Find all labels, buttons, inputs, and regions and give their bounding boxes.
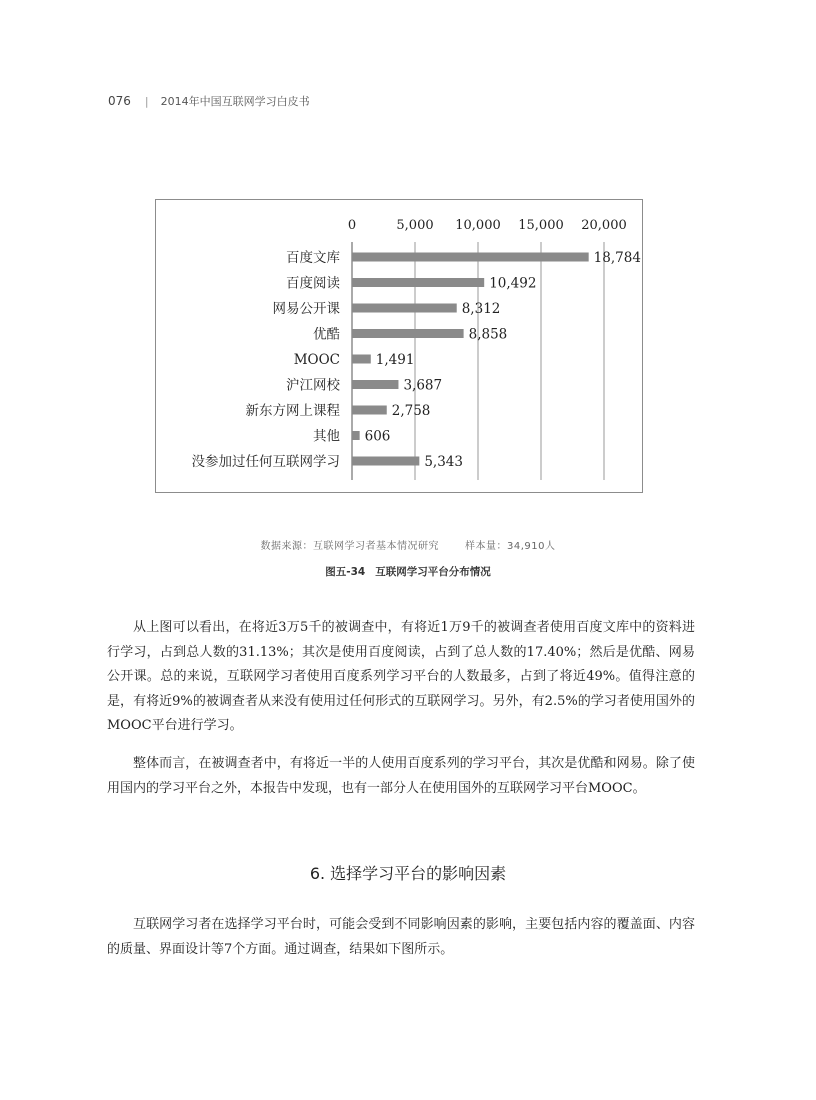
data-label: 3,687: [403, 377, 443, 394]
body-paragraph-1: 从上图可以看出，在将近3万5千的被调查中，有将近1万9千的被调查者使用百度文库中的资料进行学习，占到总人数的31.13%；其次是使用百度阅读，占到了总人数的17.40%；然后是优酷、网易公开课。总的来说，互联网学习者使用百度系列学习平台的人数最多，占到了将近49%。值得注意的是，有将近9%的被调查者从来没有使用过任何形式的互联网学习。另外，有2.5%的学习者使用国外的MOOC平台进行学习。: [107, 620, 695, 733]
category-label: 没参加过任何互联网学习: [191, 454, 340, 470]
x-tick-label: 5,000: [396, 218, 434, 233]
section-heading: 6. 选择学习平台的影响因素: [309, 864, 507, 883]
category-label: 百度文库: [286, 250, 340, 266]
figure-title: 互联网学习平台分布情况: [375, 566, 491, 578]
category-label: 沪江网校: [286, 377, 340, 394]
bar: [352, 278, 484, 287]
header-separator: |: [144, 94, 149, 108]
data-label: 18,784: [593, 250, 641, 266]
closing-paragraph: 互联网学习者在选择学习平台时，可能会受到不同影响因素的影响，主要包括内容的覆盖面、内容的质量、界面设计等7个方面。通过调查，结果如下图所示。: [107, 917, 695, 957]
x-tick-label: 0: [347, 218, 357, 233]
x-tick-label: 15,000: [518, 218, 564, 233]
page-number: 076: [108, 94, 131, 108]
bar-chart-frame: [155, 199, 643, 493]
data-label: 8,858: [468, 326, 508, 343]
bar-chart: [156, 200, 642, 492]
figure-caption: [0, 564, 816, 579]
data-label: 606: [364, 428, 391, 445]
bar: [352, 253, 589, 262]
data-label: 10,492: [489, 275, 537, 292]
data-label: 2,758: [391, 403, 431, 419]
data-label: 8,312: [461, 301, 501, 317]
x-tick-label: 20,000: [581, 218, 627, 233]
category-label: 其他: [313, 428, 340, 445]
category-label: 新东方网上课程: [245, 403, 340, 419]
source-label: 数据来源：互联网学习者基本情况研究: [260, 541, 439, 552]
bar: [352, 355, 371, 364]
source-note: [0, 537, 816, 552]
bar: [352, 406, 387, 415]
x-tick-label: 10,000: [455, 218, 501, 233]
body-paragraph-2: 整体而言，在被调查者中，有将近一半的人使用百度系列的学习平台，其次是优酷和网易。除了使用国内的学习平台之外，本报告中发现，也有一部分人在使用国外的互联网学习平台MOOC。: [107, 756, 695, 796]
bar: [352, 431, 360, 440]
category-label: MOOC: [293, 352, 340, 368]
book-title: 2014年中国互联网学习白皮书: [160, 95, 310, 108]
category-label: 百度阅读: [286, 275, 340, 292]
category-label: 网易公开课: [272, 301, 340, 317]
data-label: 5,343: [424, 454, 463, 470]
bar: [352, 329, 464, 338]
bar: [352, 457, 419, 466]
page-header: [108, 93, 310, 109]
bar: [352, 304, 457, 313]
data-label: 1,491: [375, 352, 415, 368]
sample-size: 样本量：34,910人: [465, 541, 556, 552]
category-label: 优酷: [313, 326, 340, 343]
bar: [352, 380, 398, 389]
figure-number: 图五-34: [325, 566, 366, 578]
